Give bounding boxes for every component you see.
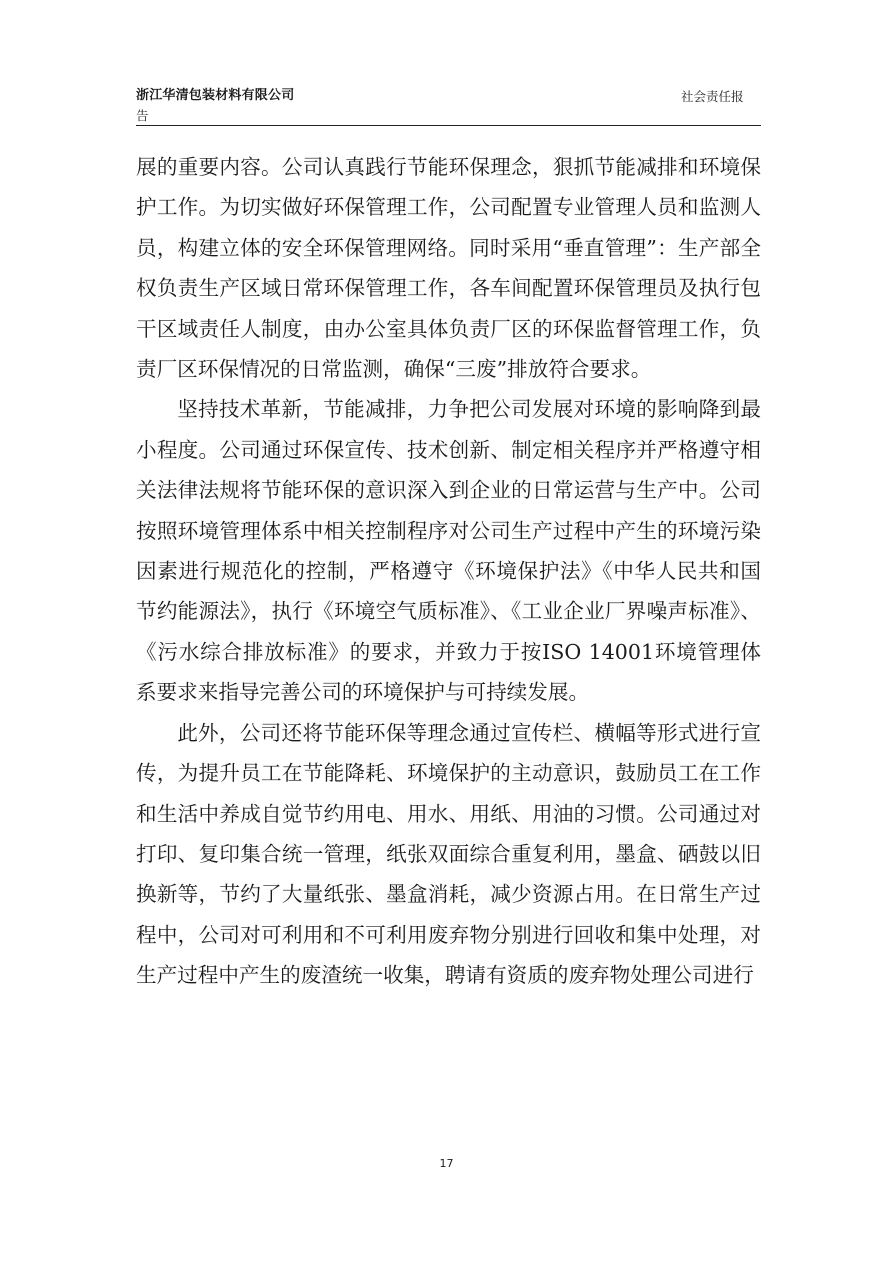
paragraph-awareness: 此外，公司还将节能环保等理念通过宣传栏、横幅等形式进行宣传，为提升员工在节能降耗、环境保护的主动意识，鼓励员工在工作和生活中养成自觉节约用电、用水、用纸、用油的习惯。公司通过对打印、复印集合统一管理，纸张双面综合重复利用，墨盒、硒鼓以旧换新等，节约了大量纸张、墨盒消耗，减少资源占用。在日常生产过程中，公司对可利用和不可利用废弃物分别进行回收和集中处理，对生产过程中产生的废渣统一收集，聘请有资质的废弃物处理公司进行 [136,720,761,988]
paragraph-tech-innovation: 坚持技术革新，节能减排，力争把公司发展对环境的影响降到最小程度。公司通过环保宣传、技术创新、制定相关程序并严格遵守相关法律法规将节能环保的意识深入到企业的日常运营与生产中。公司按照环境管理体系中相关控制程序对公司生产过程中产生的环境污染因素进行规范化的控制，严格遵守《环境保护法》《中华人民共和国节约能源法》，执行《环境空气质标准》、《工业企业厂界噪声标准》、《污水综合排放标准》的要求，并致力于按ISO 14001环境管理体系要求来指导完善公司的环境保护与可持续发展。 [136,397,761,705]
header-report-title-wrap: 告 [136,108,149,123]
header-report-title: 社会责任报 [681,89,744,104]
paragraph-continued: 展的重要内容。公司认真践行节能环保理念，狠抓节能减排和环境保护工作。为切实做好环保管理工作，公司配置专业管理人员和监测人员，构建立体的安全环保管理网络。同时采用“垂直管理”：生产部全权负责生产区域日常环保管理工作，各车间配置环保管理员及执行包干区域责任人制度，由办公室具体负责厂区的环保监督管理工作，负责厂区环保情况的日常监测，确保“三废”排放符合要求。 [136,155,761,382]
header-company-name: 浙江华清包装材料有限公司 [136,88,295,103]
header-divider [136,125,761,126]
page-number: 17 [439,1157,454,1170]
body-text [136,147,761,996]
